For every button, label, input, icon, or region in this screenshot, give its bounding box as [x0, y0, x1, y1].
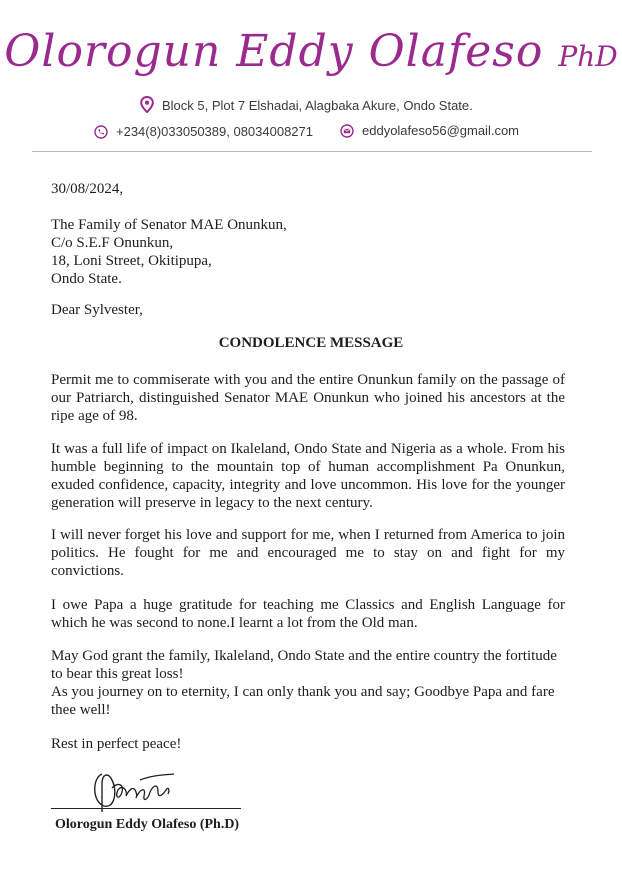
letterhead-divider: [32, 151, 592, 152]
paragraph-2: It was a full life of impact on Ikaleland, Ondo State and Nigeria as a whole. From his humble beginning to the mountain top of human accomplishment Pa Onunkun, exuded confidence, capacity, integrity and love uncommon. His love for the younger generation will preserve in legacy to the next century.: [51, 441, 565, 511]
letterhead-address: [140, 96, 473, 113]
letterhead-phone: [94, 124, 313, 139]
phone-text: +234(8)033050389, 08034008271: [116, 124, 313, 139]
recipient-line: 18, Loni Street, Okitipupa,: [51, 253, 212, 269]
paragraph-3: I will never forget his love and support for me, when I returned from America to join politics. He fought for me and encouraged me to stay on and fight for my convictions.: [51, 527, 565, 579]
closing-line: Rest in perfect peace!: [51, 736, 182, 752]
recipient-line: The Family of Senator MAE Onunkun,: [51, 217, 287, 233]
address-text: Block 5, Plot 7 Elshadai, Alagbaka Akure, Ondo State.: [162, 98, 473, 113]
letterhead: [0, 0, 622, 160]
letter-date: 30/08/2024,: [51, 181, 124, 197]
paragraph-1: Permit me to commiserate with you and the entire Onunkun family on the passage of our Patriarch, distinguished Senator MAE Onunkun who joined his ancestors at the ripe age of 98.: [51, 372, 565, 424]
paragraph-4: I owe Papa a huge gratitude for teaching me Classics and English Language for which he was second to none.I learnt a lot from the Old man.: [51, 597, 565, 631]
email-text: eddyolafeso56@gmail.com: [362, 123, 520, 138]
letterhead-name: [0, 22, 622, 87]
location-pin-icon: [140, 96, 154, 113]
phone-icon: [94, 125, 108, 139]
salutation: Dear Sylvester,: [51, 302, 143, 318]
signature-line: [51, 808, 241, 809]
paragraph-6: As you journey on to eternity, I can only thank you and say; Goodbye Papa and fare thee well!: [51, 684, 555, 718]
letterhead-email: [340, 123, 519, 138]
email-icon: [340, 124, 354, 138]
letterhead-name-suffix: PhD: [558, 40, 618, 73]
recipient-line: C/o S.E.F Onunkun,: [51, 235, 174, 251]
signer-name: Olorogun Eddy Olafeso (Ph.D): [55, 817, 240, 832]
recipient-line: Ondo State.: [51, 271, 122, 287]
paragraph-5: May God grant the family, Ikaleland, Ondo State and the entire country the fortitude to bear this great loss!: [51, 648, 557, 682]
letter-subject: CONDOLENCE MESSAGE: [218, 335, 404, 351]
letterhead-name-text: Olorogun Eddy Olafeso: [4, 26, 544, 77]
recipient-address: [51, 216, 565, 288]
